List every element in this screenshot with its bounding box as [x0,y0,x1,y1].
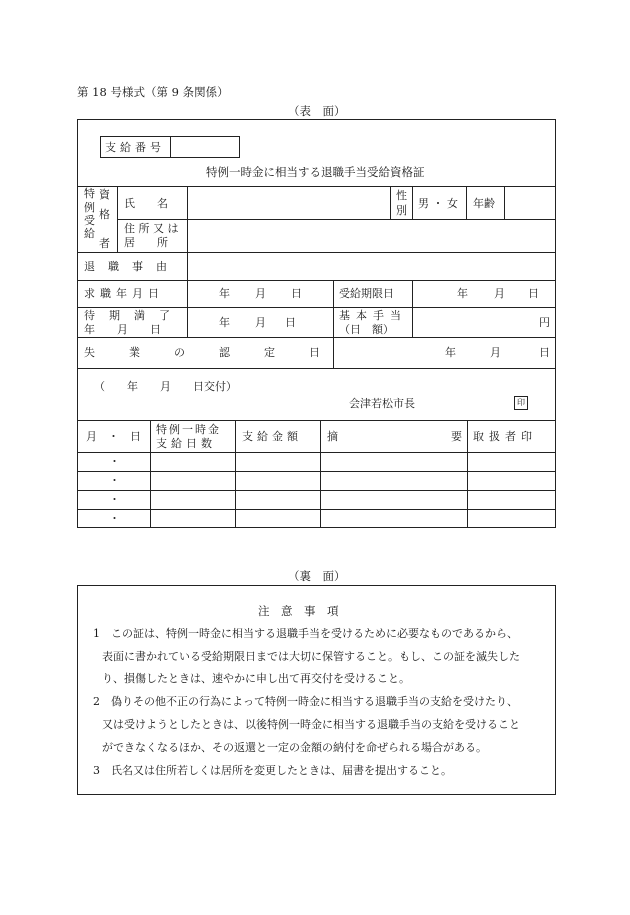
waiting-label-2: 年 月 日 [84,323,161,336]
rule [77,490,556,491]
rule [390,186,391,219]
mayor-label: 会津若松市長 [349,397,415,410]
waiting-month: 月 [255,316,266,329]
name-label: 氏 名 [124,197,168,210]
rule [187,280,188,337]
pay-number-field[interactable] [171,137,239,157]
form-number: 第 18 号様式（第 9 条関係） [77,85,229,99]
age-label: 年齢 [473,197,495,210]
seal-icon: 印 [514,396,528,410]
rule [320,420,321,528]
rule [333,280,334,337]
front-side-label: （表 面） [288,104,346,118]
unemployment-day: 日 [539,346,550,359]
period-label: 受給期限日 [339,287,394,300]
rule [235,420,236,528]
pay-number-label: 支給番号 [105,141,165,154]
note-line: 2 偽りその他不正の行為によって特例一時金に相当する退職手当の支給を受けたり、 [93,695,518,708]
rule [117,186,118,252]
ledger-row-dot: ・ [109,512,120,525]
recipient-group-char: 者 [99,237,110,250]
rule [77,280,556,281]
ledger-header-remarks-b: 要 [451,430,462,443]
recipient-group-char: 給 [84,227,95,240]
unemployment-label: 失業の認定日 [84,346,354,359]
ledger-header-remarks-a: 摘 [327,430,338,443]
recipient-group-label: 特 [84,187,95,200]
reason-label: 退職事由 [84,260,180,273]
period-year: 年 [457,287,468,300]
back-side-label: （裏 面） [288,569,346,583]
note-line: 3 氏名又は住所若しくは居所を変更したときは、届書を提出すること。 [93,764,452,777]
unemployment-year: 年 [445,346,456,359]
unemployment-month: 月 [490,346,501,359]
ledger-header-amount: 支給金額 [242,430,302,443]
note-line: 1 この証は、特例一時金に相当する退職手当を受けるために必要なものであるから、 [93,627,518,640]
sex-label-1: 性 [396,189,407,202]
address-field[interactable] [188,220,555,251]
notes-title: 注 意 事 項 [258,604,339,618]
rule [77,307,556,308]
name-field[interactable] [188,187,389,218]
job-request-month: 月 [255,287,266,300]
ledger-header-handler: 取扱者印 [473,430,537,443]
issue-date: （ 年 月 日交付） [94,380,237,393]
ledger-row-dot: ・ [109,455,120,468]
ledger-row-dot: ・ [109,474,120,487]
period-day: 日 [528,287,539,300]
recipient-group-char: 例 [84,201,95,214]
note-line: り、損傷したときは、速やかに申し出て再交付を受けること。 [102,672,410,685]
waiting-day: 日 [285,316,296,329]
ledger-header-month-day: 月・日 [86,430,152,443]
note-line: 表面に書かれている受給期限日までは大切に保管すること。もし、この証を滅失した [102,650,520,663]
reason-field[interactable] [188,253,555,279]
note-line: 又は受けようとしたときは、以後特例一時金に相当する退職手当の支給を受けること [102,718,520,731]
waiting-label-1: 待期満了 [84,309,184,322]
basic-label-1: 基本手当 [339,309,407,322]
rule [467,420,468,528]
recipient-group-char: 資 [99,188,110,201]
rule [77,509,556,510]
rule [77,420,556,421]
basic-label-2: （日 額） [339,323,394,336]
job-request-date-label: 求職年月日 [84,287,164,300]
rule [466,186,467,219]
rule [77,368,556,369]
rule [412,280,413,337]
ledger-row-dot: ・ [109,493,120,506]
rule [77,452,556,453]
recipient-group-char: 受 [84,214,95,227]
period-month: 月 [494,287,505,300]
yen-unit: 円 [539,316,550,329]
note-line: ができなくなるほか、その返還と一定の金額の納付を命ぜられる場合がある。 [102,741,487,754]
job-request-day: 日 [291,287,302,300]
ledger-header-days-1: 特例一時金 [156,423,221,436]
ledger-header-days-2: 支給日数 [156,437,216,450]
waiting-year: 年 [219,316,230,329]
age-field[interactable] [505,187,555,218]
job-request-year: 年 [219,287,230,300]
sex-label-2: 別 [396,204,407,217]
address-label-1: 住 所 又 は [124,222,179,235]
rule [77,337,556,338]
rule [77,471,556,472]
address-label-2: 居 所 [124,236,168,249]
rule [412,186,413,219]
recipient-group-char: 格 [99,208,110,221]
certificate-title: 特例一時金に相当する退職手当受給資格証 [206,165,425,179]
sex-options[interactable]: 男 ・ 女 [418,197,458,210]
